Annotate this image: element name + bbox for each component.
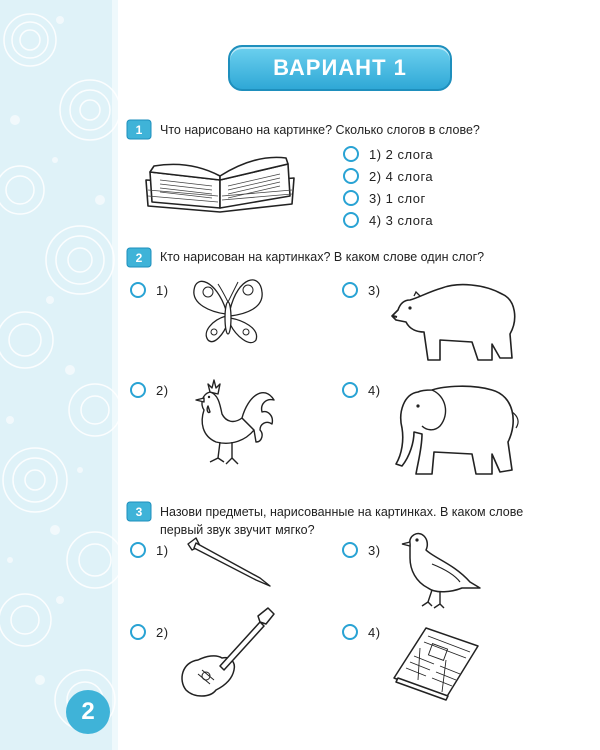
guitar-icon [176,606,276,704]
option-label: 2) [156,382,169,398]
radio-button[interactable] [342,382,358,398]
q3-option-4[interactable] [342,624,381,640]
elephant-icon [388,372,523,482]
option-label: 1) [156,282,169,298]
q1-option-2[interactable] [343,168,433,184]
radio-button[interactable] [130,624,146,640]
question-3-text-line-1: Назови предметы, нарисованные на картинках. В каком слове [160,505,524,519]
page-number-badge [66,690,110,734]
decorative-sidebar [0,0,118,750]
radio-button[interactable] [342,542,358,558]
q3-option-1[interactable] [130,542,169,558]
option-label: 1) [156,542,169,558]
question-1-text: Что нарисовано на картинке? Сколько слогов в слове? [160,123,480,137]
svg-text:1: 1 [135,123,143,137]
option-label: 2) 4 слога [369,168,434,184]
radio-button[interactable] [342,624,358,640]
q1-option-4[interactable] [343,212,433,228]
open-book-icon [140,150,300,216]
q1-option-3[interactable] [343,190,426,206]
q3-option-2[interactable] [130,624,169,640]
radio-button[interactable] [343,212,359,228]
radio-button[interactable] [130,382,146,398]
question-2-text: Кто нарисован на картинках? В каком слове один слог? [160,250,485,264]
butterfly-icon [186,270,270,352]
nail-icon [184,534,272,588]
radio-button[interactable] [342,282,358,298]
option-label: 3) [368,282,381,298]
variant-title: ВАРИАНТ 1 [273,55,407,80]
newspaper-icon [390,626,482,702]
question-3-icon [126,500,152,522]
q2-option-1[interactable] [130,282,169,298]
q1-option-1[interactable] [343,146,433,162]
option-label: 4) [368,624,381,640]
option-label: 4) [368,382,381,398]
svg-text:3: 3 [135,505,143,519]
radio-button[interactable] [130,542,146,558]
rooster-icon [182,374,278,472]
q3-option-3[interactable] [342,542,381,558]
option-label: 2) [156,624,169,640]
variant-banner [228,45,452,91]
page-number: 2 [81,698,95,725]
bear-icon [388,274,523,364]
q2-option-3[interactable] [342,282,381,298]
radio-button[interactable] [343,190,359,206]
radio-button[interactable] [343,168,359,184]
option-label: 1) 2 слога [369,146,434,162]
q2-option-2[interactable] [130,382,169,398]
svg-text:2: 2 [135,251,143,265]
radio-button[interactable] [343,146,359,162]
question-1-icon [126,118,152,140]
question-3-text-line-2: первый звук звучит мягко? [160,523,315,537]
question-2-icon [126,246,152,268]
radio-button[interactable] [130,282,146,298]
option-label: 4) 3 слога [369,212,434,228]
q2-option-4[interactable] [342,382,381,398]
option-label: 3) [368,542,381,558]
sparrow-icon [398,530,482,610]
option-label: 3) 1 слог [369,190,426,206]
